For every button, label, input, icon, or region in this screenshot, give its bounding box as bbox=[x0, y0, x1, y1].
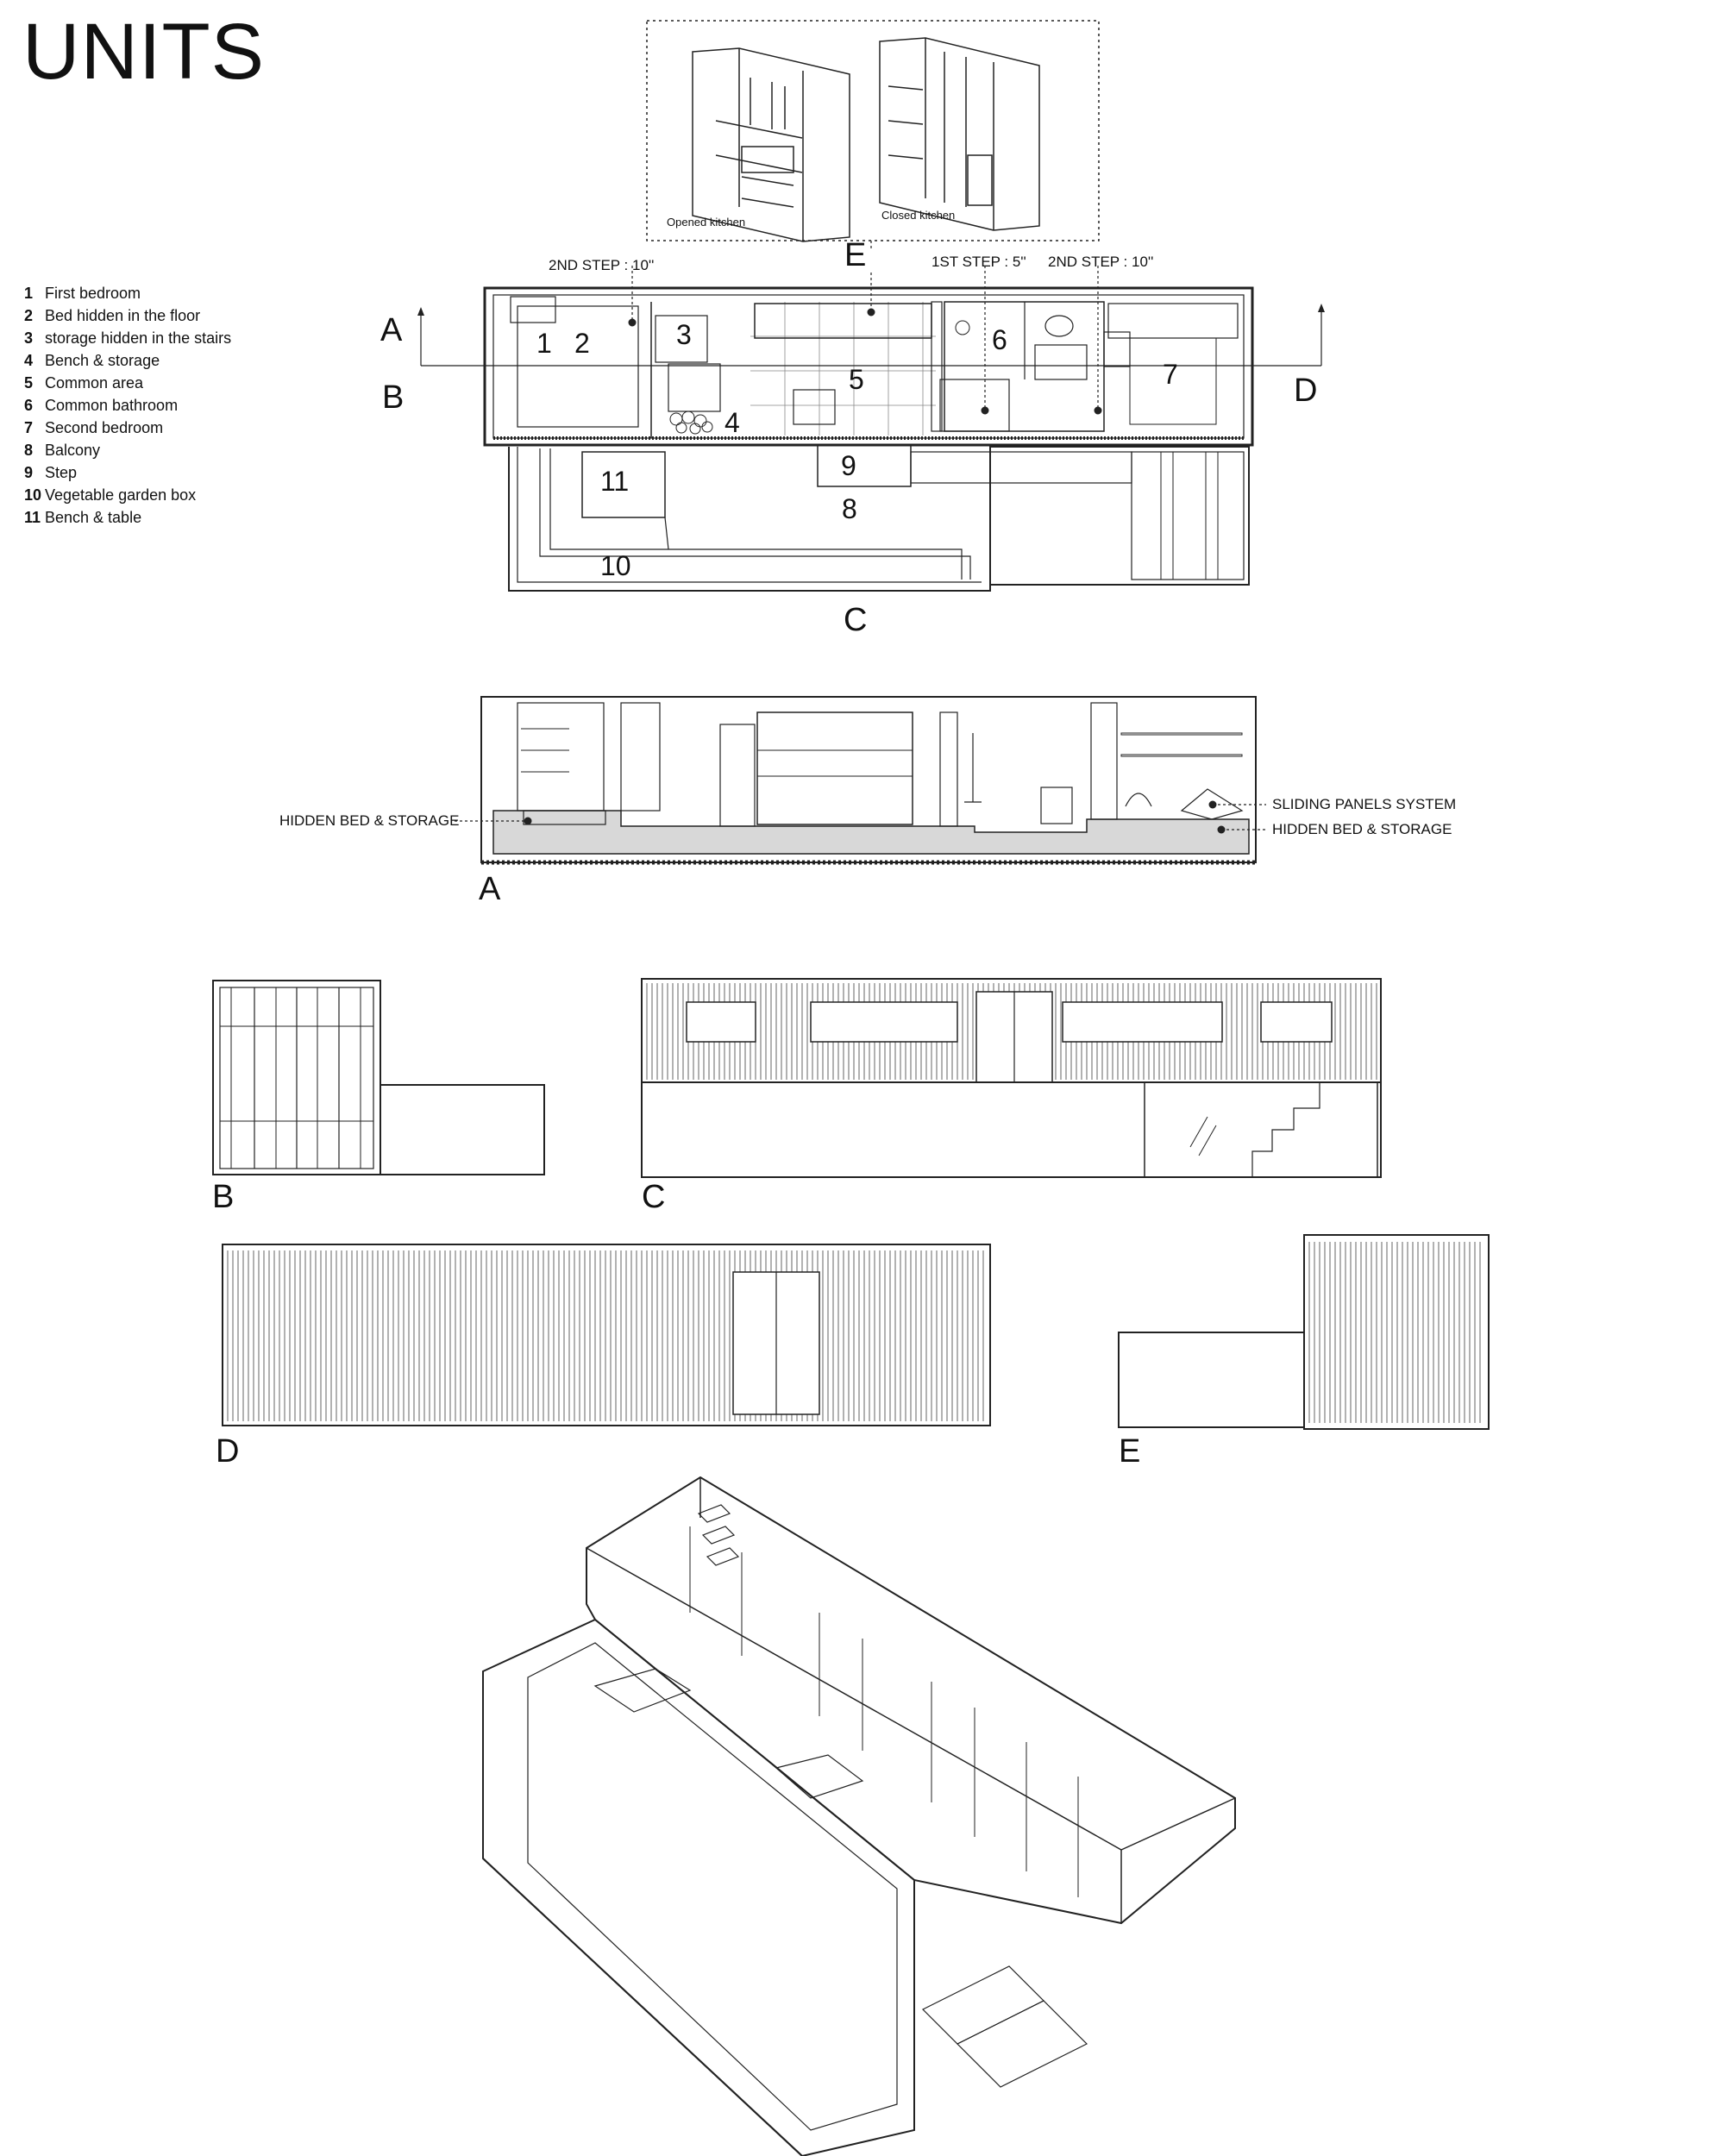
elevation-c bbox=[642, 979, 1381, 1177]
axonometric-view bbox=[483, 1477, 1235, 2156]
room-number-5: 5 bbox=[849, 364, 864, 395]
legend-number: 8 bbox=[24, 442, 34, 459]
room-number-2: 2 bbox=[574, 328, 590, 359]
floor-tiles bbox=[750, 302, 936, 436]
callout-sliding-panels: SLIDING PANELS SYSTEM bbox=[1272, 796, 1457, 812]
section-letter-e: E bbox=[844, 237, 867, 273]
room-number-9: 9 bbox=[841, 450, 856, 481]
legend-number: 3 bbox=[24, 329, 34, 347]
section-letter-b: B bbox=[382, 379, 405, 416]
room-number-3: 3 bbox=[676, 319, 692, 350]
step-label-3: 2ND STEP : 10'' bbox=[1048, 254, 1154, 270]
opened-kitchen-drawing bbox=[693, 48, 850, 241]
kitchen-inset bbox=[647, 21, 1099, 241]
legend-text: Bed hidden in the floor bbox=[45, 307, 201, 324]
elevation-letter-e: E bbox=[1119, 1433, 1141, 1470]
legend-text: Vegetable garden box bbox=[45, 486, 197, 504]
elevation-letter-b: B bbox=[212, 1179, 235, 1215]
page-title: UNITS bbox=[22, 8, 265, 96]
legend-text: Second bedroom bbox=[45, 419, 164, 436]
step-label-2: 1ST STEP : 5'' bbox=[932, 254, 1026, 270]
closed-kitchen-drawing bbox=[880, 38, 1039, 230]
callout-hidden-bed-right: HIDDEN BED & STORAGE bbox=[1272, 821, 1452, 837]
room-number-7: 7 bbox=[1163, 359, 1178, 390]
legend-number: 11 bbox=[24, 509, 41, 526]
legend-number: 4 bbox=[24, 352, 34, 369]
room-number-6: 6 bbox=[992, 324, 1007, 355]
room-number-8: 8 bbox=[842, 493, 857, 524]
section-letter-a: A bbox=[380, 312, 403, 348]
elevation-d bbox=[223, 1244, 990, 1426]
elevation-e bbox=[1119, 1235, 1489, 1429]
room-number-1: 1 bbox=[536, 328, 552, 359]
legend-number: 10 bbox=[24, 486, 42, 504]
elevation-b bbox=[213, 981, 544, 1175]
elevation-letter-c: C bbox=[642, 1179, 666, 1215]
section-letter-d: D bbox=[1294, 373, 1318, 409]
legend-number: 5 bbox=[24, 374, 34, 392]
legend-text: Common area bbox=[45, 374, 144, 392]
bench-stones bbox=[670, 411, 712, 434]
legend-number: 9 bbox=[24, 464, 34, 481]
legend-text: Bench & table bbox=[45, 509, 142, 526]
room-number-4: 4 bbox=[724, 407, 740, 438]
legend-number: 6 bbox=[24, 397, 34, 414]
legend-number: 1 bbox=[24, 285, 34, 302]
section-a-letter: A bbox=[479, 871, 501, 907]
room-number-10: 10 bbox=[600, 550, 631, 581]
section-letter-c: C bbox=[844, 602, 868, 638]
legend-text: Bench & storage bbox=[45, 352, 160, 369]
opened-kitchen-label: Opened kitchen bbox=[667, 216, 746, 229]
room-number-11: 11 bbox=[600, 466, 630, 497]
floor-plan bbox=[417, 241, 1325, 591]
section-a bbox=[455, 697, 1266, 862]
closed-kitchen-label: Closed kitchen bbox=[881, 209, 956, 222]
callout-hidden-bed-left: HIDDEN BED & STORAGE bbox=[279, 812, 460, 829]
legend-number: 7 bbox=[24, 419, 34, 436]
legend-text: First bedroom bbox=[45, 285, 141, 302]
legend-text: storage hidden in the stairs bbox=[45, 329, 232, 347]
step-label-1: 2ND STEP : 10'' bbox=[549, 257, 655, 273]
elevation-letter-d: D bbox=[216, 1433, 240, 1470]
legend-text: Step bbox=[45, 464, 78, 481]
legend-number: 2 bbox=[24, 307, 34, 324]
legend-text: Common bathroom bbox=[45, 397, 179, 414]
legend-text: Balcony bbox=[45, 442, 101, 459]
